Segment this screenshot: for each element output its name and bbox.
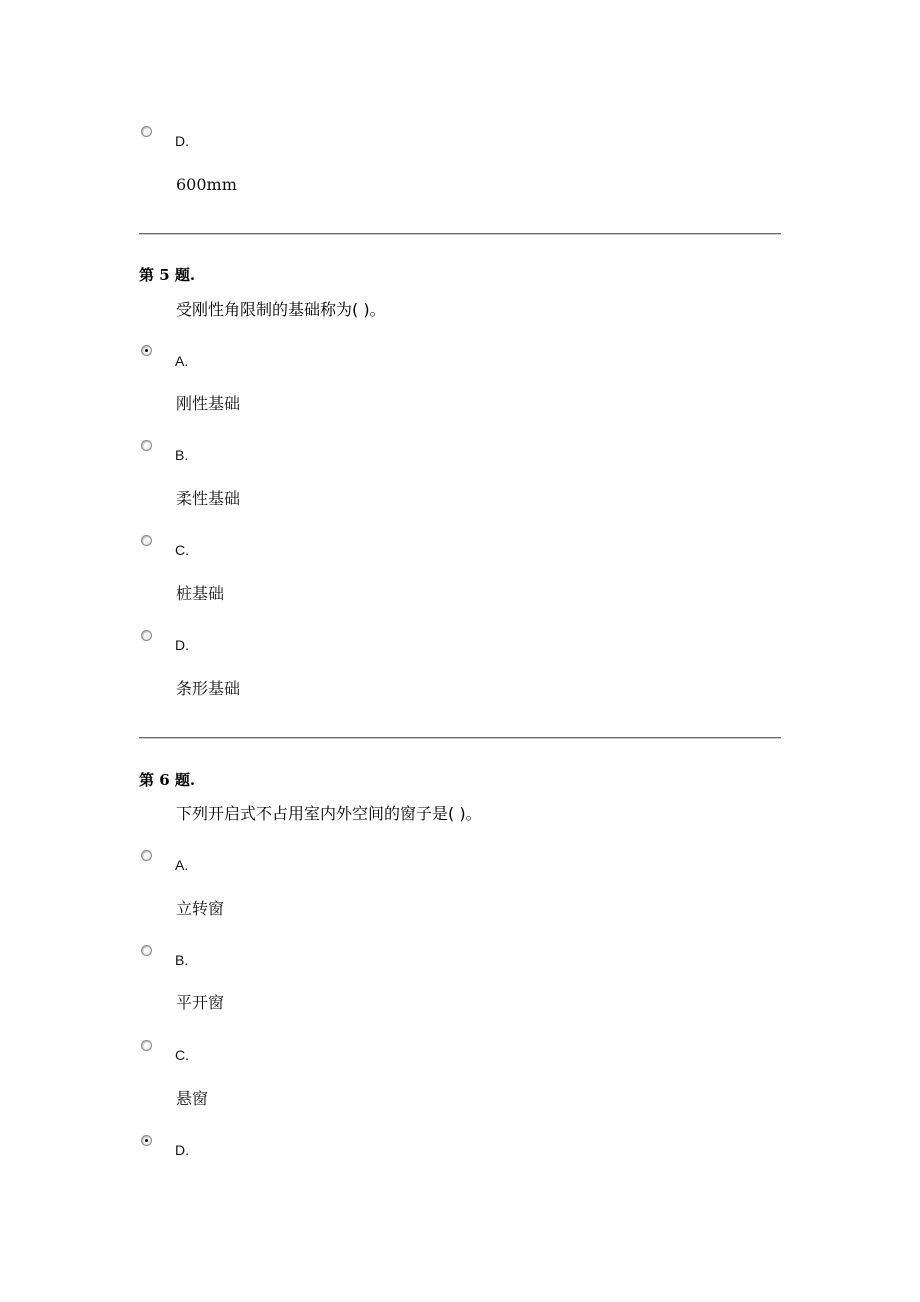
option-text-q5-d: 条形基础 [176,679,241,698]
radio-q6-b[interactable] [141,945,152,956]
divider-2 [139,737,781,739]
divider-1 [139,233,781,235]
option-text-q5-b: 柔性基础 [176,489,241,508]
question-6-stem: 下列开启式不占用室内外空间的窗子是( )。 [176,804,482,823]
option-letter-q6-b: B. [175,952,189,968]
option-letter-q5-a: A. [175,353,189,369]
radio-q5-a[interactable] [141,345,152,356]
option-text-prev-d: 600mm [176,175,237,194]
question-6-number: 第 6 题. [139,771,196,789]
radio-q5-c[interactable] [141,535,152,546]
option-text-q5-a: 刚性基础 [176,394,241,413]
radio-q5-d[interactable] [141,630,152,641]
question-5-stem: 受刚性角限制的基础称为( )。 [176,300,386,319]
option-letter-q5-c: C. [175,542,189,558]
radio-q6-d[interactable] [141,1135,152,1146]
option-letter-q6-a: A. [175,857,189,873]
option-letter-q5-b: B. [175,447,189,463]
option-text-q5-c: 桩基础 [176,584,225,603]
option-letter-prev-d: D. [175,133,189,149]
option-letter-q6-d: D. [175,1142,189,1158]
option-text-q6-b: 平开窗 [176,993,225,1012]
question-5-number: 第 5 题. [139,266,196,284]
option-text-q6-c: 悬窗 [176,1089,209,1108]
option-text-q6-a: 立转窗 [176,899,225,918]
radio-q6-c[interactable] [141,1040,152,1051]
radio-prev-d[interactable] [141,126,152,137]
radio-q6-a[interactable] [141,850,152,861]
option-letter-q6-c: C. [175,1047,189,1063]
radio-q5-b[interactable] [141,440,152,451]
option-letter-q5-d: D. [175,637,189,653]
